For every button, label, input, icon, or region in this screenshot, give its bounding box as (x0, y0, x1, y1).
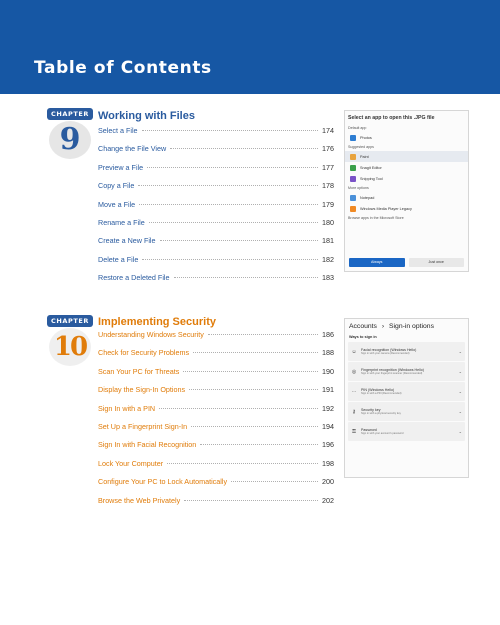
dot-leader (189, 389, 318, 390)
toc-entry-label: Move a File (98, 199, 136, 209)
toc-entry-label: Change the File View (98, 144, 167, 154)
toc-page-number: 186 (322, 330, 334, 339)
dot-leader (167, 463, 318, 464)
snipping-tool-icon (350, 176, 356, 182)
toc-page-number: 200 (322, 477, 334, 487)
chapter-title: Working with Files (98, 110, 195, 122)
dot-leader (174, 277, 318, 278)
toc-entry-label: Preview a File (98, 162, 144, 172)
option-text (361, 428, 459, 435)
toc-entry[interactable] (98, 459, 334, 477)
chapter-title: Implementing Security (98, 316, 216, 328)
dot-leader (200, 444, 318, 445)
dot-leader (170, 148, 318, 149)
option-title: PIN (Windows Hello) (361, 388, 395, 392)
notepad-icon (350, 195, 356, 201)
toc-page-number: 194 (322, 421, 334, 431)
breadcrumb-separator: › (381, 323, 385, 330)
toc-entry[interactable] (98, 367, 334, 385)
toc-page-number: 198 (322, 458, 334, 468)
toc-entry-label: Check for Security Problems (98, 348, 190, 358)
option-text (361, 408, 459, 415)
photos-icon (350, 135, 356, 141)
chapter-label: CHAPTER (47, 108, 93, 120)
default-app-label: Default app (348, 126, 367, 130)
toc-page-number: 191 (322, 385, 334, 395)
toc-page-number: 192 (322, 403, 334, 413)
dot-leader (183, 371, 318, 372)
toc-list (98, 126, 334, 292)
chevron-down-icon[interactable]: ⌄ (458, 369, 462, 374)
sign-in-method-icon: ☺ (351, 348, 357, 355)
chapter-number: 10 (49, 328, 91, 366)
option-title: Password (361, 428, 377, 432)
toc-entry[interactable] (98, 422, 334, 440)
toc-page-number: 190 (322, 366, 334, 376)
media-player-icon (350, 206, 356, 212)
dot-leader (142, 259, 318, 260)
toc-entry-label: Rename a File (98, 217, 145, 227)
sign-in-option[interactable] (348, 402, 465, 421)
option-title: Facial recognition (Windows Hello) (361, 348, 417, 352)
store-link[interactable]: Browse apps in the Microsoft Store (348, 216, 404, 220)
paint-icon (350, 154, 356, 160)
toc-page-number: 176 (322, 144, 334, 154)
sign-in-method-icon: ⚷ (352, 408, 356, 415)
dot-leader (159, 408, 318, 409)
open-with-dialog-screenshot (344, 110, 469, 272)
toc-entry-label: Display the Sign-In Options (98, 385, 186, 395)
toc-page-number: 202 (322, 495, 334, 505)
page-header (0, 0, 500, 94)
toc-entry[interactable] (98, 330, 334, 348)
dialog-buttons (349, 258, 464, 267)
dot-leader (139, 204, 318, 205)
toc-page-number: 177 (322, 162, 334, 172)
dot-leader (149, 222, 318, 223)
chapter-badge (47, 108, 93, 159)
dialog-title: Select an app to open this .JPG file (348, 115, 435, 121)
chapter-label: CHAPTER (47, 315, 93, 327)
sign-in-option[interactable] (348, 342, 465, 361)
page-title: Table of Contents (34, 58, 212, 78)
sign-in-options-screenshot (344, 318, 469, 478)
toc-entry[interactable] (98, 440, 334, 458)
toc-entry[interactable] (98, 477, 334, 495)
dot-leader (147, 167, 318, 168)
toc-entry-label: Understanding Windows Security (98, 330, 204, 339)
toc-page-number: 174 (322, 126, 334, 135)
toc-page-number: 178 (322, 181, 334, 191)
breadcrumb-root[interactable]: Accounts (349, 323, 377, 330)
chapter-badge (47, 315, 93, 366)
toc-entry[interactable] (98, 496, 334, 514)
option-title: Security key (361, 408, 381, 412)
sign-in-method-icon: ◎ (351, 368, 357, 375)
toc-entry[interactable] (98, 255, 334, 273)
toc-entry[interactable] (98, 385, 334, 403)
toc-entry-label: Restore a Deleted File (98, 273, 170, 283)
toc-page-number: 196 (322, 440, 334, 450)
toc-entry[interactable] (98, 218, 334, 236)
sign-in-method-icon: ⚿ (352, 428, 356, 435)
sign-in-option[interactable] (348, 382, 465, 401)
option-description: Sign in with your fingerprint scanner (Recommended) (361, 372, 423, 375)
app-option[interactable]: Notepad (345, 192, 468, 203)
dot-leader (231, 481, 318, 482)
app-option[interactable]: Snagit Editor (345, 162, 468, 173)
toc-entry-label: Sign In with a PIN (98, 403, 156, 413)
suggested-apps-label: Suggested apps (348, 145, 374, 149)
sign-in-option[interactable] (348, 362, 465, 381)
toc-list (98, 330, 334, 514)
chevron-down-icon[interactable]: ⌄ (458, 409, 462, 414)
toc-entry-label: Copy a File (98, 181, 135, 191)
option-description: Sign in with your account's password (361, 432, 404, 435)
toc-entry-label: Scan Your PC for Threats (98, 366, 180, 376)
toc-page-number: 181 (322, 236, 334, 246)
sign-in-option[interactable] (348, 422, 465, 441)
dot-leader (160, 240, 318, 241)
toc-page-number: 182 (322, 254, 334, 264)
toc-entry-label: Create a New File (98, 236, 156, 246)
toc-entry-label: Lock Your Computer (98, 458, 164, 468)
toc-entry[interactable] (98, 181, 334, 199)
always-button[interactable]: Always (349, 258, 405, 267)
option-text (361, 348, 459, 355)
app-option[interactable]: Windows Media Player Legacy (345, 203, 468, 214)
option-description: Sign in with a physical security key (361, 412, 401, 415)
toc-page-number: 180 (322, 217, 334, 227)
section-heading: Ways to sign in (349, 335, 377, 339)
option-description: Sign in with your camera (Recommended) (361, 352, 410, 355)
just-once-button[interactable]: Just once (409, 258, 465, 267)
breadcrumb (345, 319, 468, 331)
toc-entry[interactable] (98, 273, 334, 291)
toc-entry[interactable] (98, 144, 334, 162)
chevron-down-icon[interactable]: ⌄ (458, 429, 462, 434)
toc-page-number: 179 (322, 199, 334, 209)
toc-entry[interactable] (98, 236, 334, 254)
more-options-label: More options (348, 186, 369, 190)
option-description: Sign in with a PIN (Recommended) (361, 392, 402, 395)
toc-entry-label: Configure Your PC to Lock Automatically (98, 477, 228, 487)
toc-entry-label: Browse the Web Privately (98, 495, 181, 505)
dot-leader (142, 130, 318, 131)
toc-entry[interactable] (98, 163, 334, 181)
app-option[interactable]: Paint (345, 151, 468, 162)
toc-entry[interactable] (98, 404, 334, 422)
toc-page-number: 183 (322, 273, 334, 283)
toc-entry[interactable] (98, 126, 334, 144)
option-text (361, 388, 459, 395)
sign-in-method-icon: ⋯ (351, 388, 357, 395)
chapter-number: 9 (49, 121, 91, 159)
toc-entry-label: Select a File (98, 126, 138, 135)
dot-leader (193, 352, 318, 353)
breadcrumb-current: Sign-in options (389, 323, 434, 330)
option-text (361, 368, 459, 375)
dot-leader (138, 185, 318, 186)
dot-leader (184, 500, 318, 501)
toc-page-number: 188 (322, 348, 334, 358)
snagit-icon (350, 165, 356, 171)
option-title: Fingerprint recognition (Windows Hello) (361, 368, 424, 372)
chevron-down-icon[interactable]: ⌄ (458, 349, 462, 354)
chevron-down-icon[interactable]: ⌄ (458, 389, 462, 394)
toc-entry-label: Sign In with Facial Recognition (98, 440, 197, 450)
toc-entry[interactable] (98, 200, 334, 218)
dot-leader (191, 426, 318, 427)
toc-entry-label: Set Up a Fingerprint Sign-In (98, 421, 188, 431)
app-option[interactable]: Snipping Tool (345, 173, 468, 184)
dot-leader (208, 334, 318, 335)
toc-entry[interactable] (98, 348, 334, 366)
toc-entry-label: Delete a File (98, 254, 139, 264)
app-option[interactable]: Photos (345, 132, 468, 143)
